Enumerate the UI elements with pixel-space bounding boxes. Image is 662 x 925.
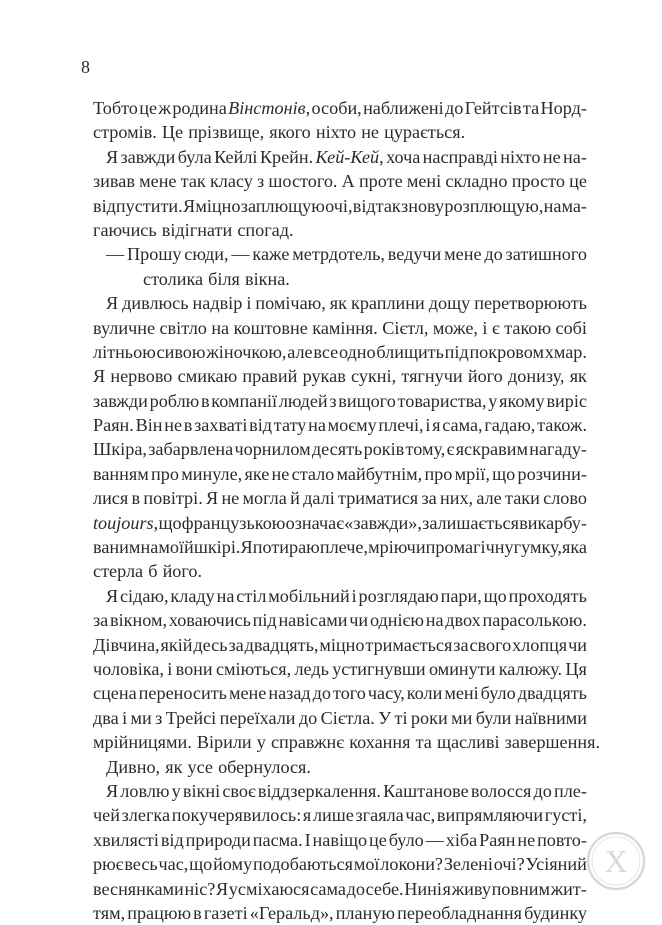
text-line: веснянками ніс? Я усміхаюся сама до себе. Нині я живу повним жит-: [93, 878, 587, 899]
text-line: Я сідаю, кладу на стіл мобільний і розглядаю пари, що проходять: [106, 585, 587, 606]
text-line: сцена переносить мене назад до того часу, коли мені було двадцять: [93, 683, 587, 704]
text-line: Я ловлю у вікні своє віддзеркалення. Каштанове волосся до пле-: [106, 780, 587, 801]
text-line: ванням про минуле, яке не стало майбутнім, про мрії, що розчини-: [93, 463, 587, 484]
text-line: рює весь час, що йому подобаються мої локони? Зелені очі? Усіяний: [93, 854, 587, 875]
text-line: тям, працюю в газеті «Геральд», планую переобладнання будинку: [93, 902, 587, 923]
publisher-logo-watermark: [585, 830, 647, 892]
text-line: мрійницями. Вірили у справжнє кохання та щасливі завершення.: [93, 732, 601, 753]
text-line: чоловіка, і вони сміються, ледь устигнувши оминути калюжу. Ця: [93, 658, 587, 679]
text-line: Я нервово смикаю правий рукав сукні, тягнучи його донизу, як: [93, 366, 587, 387]
text-line: стромів. Це прізвище, якого ніхто не цурається.: [93, 122, 466, 143]
text-line: Я дивлюсь надвір і помічаю, як краплини дощу перетворюють: [106, 293, 587, 314]
text-line: відпустити. Я міцно заплющую очі, відтак знову розплющую, нама-: [93, 195, 587, 216]
text-line: Шкіра, забарвлена чорнилом десять років тому, є яскравим нагаду-: [93, 439, 587, 460]
watermark-letter: Х: [604, 843, 628, 879]
text-line: Я завжди була Кейлі Крейн. Кей-Кей, хоча насправді ніхто не на-: [106, 146, 587, 167]
text-line: — Прошу сюди, — каже метрдотель, ведучи мене до затишного: [106, 244, 587, 265]
text-line: два і ми з Трейсі переїхали до Сієтла. У ті роки ми були наївними: [93, 707, 587, 728]
page-number: 8: [81, 57, 90, 77]
text-line: toujours, що французькою означає «завжди», залишається викарбу-: [93, 512, 587, 533]
text-line: чей злегка покучерявилось: я лише згаяла час, випрямляючи густі,: [93, 805, 587, 826]
text-line: завжди роблю в компанії людей з вищого товариства, у якому виріс: [93, 390, 587, 411]
text-line: Дівчина, якій десь за двадцять, міцно тримається за свого хлопця чи: [93, 634, 587, 655]
text-line: лися в повітрі. Я не могла й далі триматися за них, але таки слово: [93, 488, 587, 509]
text-line: Раян. Він не в захваті від тату на моєму плечі, і я сама, гадаю, також.: [93, 415, 587, 436]
text-line: за вікном, ховаючись під навісами чи однією на двох парасолькою.: [93, 610, 587, 631]
text-line: гаючись відігнати спогад.: [93, 219, 294, 240]
text-line: ваним на моїй шкірі. Я потираю плече, мріючи про магічну гумку, яка: [93, 537, 587, 558]
text-line: стерла б його.: [93, 561, 203, 582]
body-text: [93, 96, 601, 925]
text-line: хвилясті від природи пасма. І навіщо це було — хіба Раян не повто-: [93, 829, 587, 850]
text-line: столика біля вікна.: [143, 268, 290, 289]
text-line: Дивно, як усе обернулося.: [106, 756, 311, 777]
text-line: літньою сивою жіночкою, але все одно блищить під покровом хмар.: [93, 341, 587, 362]
text-line: зивав мене так класу з шостого. А проте мені складно просто це: [93, 171, 587, 192]
text-line: Тобто це ж родина Вінстонів, особи, наближені до Гейтсів та Норд-: [93, 98, 587, 118]
text-line: вуличне світло на коштовне каміння. Сієтл, може, і є такою собі: [93, 317, 587, 338]
